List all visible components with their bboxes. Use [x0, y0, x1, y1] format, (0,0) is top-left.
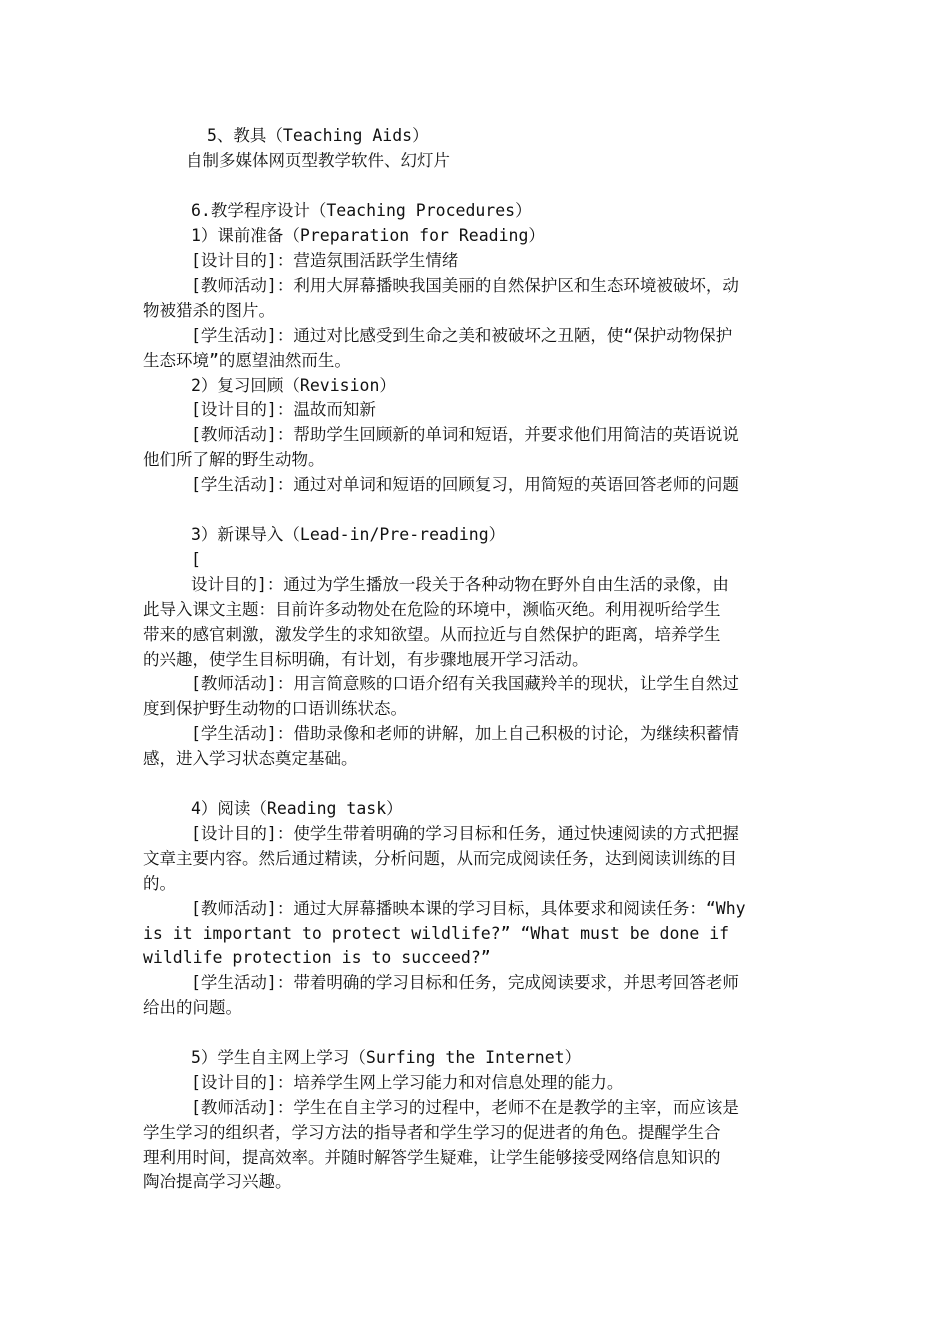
step-3-design-purpose-cont-1: 此导入课文主题：目前许多动物处在危险的环境中，濒临灭绝。利用视听给学生 — [143, 600, 721, 619]
step-2-teacher-activity-cont: 他们所了解的野生动物。 — [143, 450, 325, 469]
step-5-teacher-activity-cont-3: 陶冶提高学习兴趣。 — [143, 1172, 292, 1191]
step-4-teacher-activity-question-1: is it important to protect wildlife?” “What must be done if — [143, 924, 730, 943]
step-4-design-purpose-cont-2: 的。 — [143, 874, 176, 893]
step-3-teacher-activity: [教师活动]：用言简意赅的口语介绍有关我国藏羚羊的现状，让学生自然过 — [191, 674, 739, 693]
section-teaching-aids-heading: 5、教具（Teaching Aids） — [207, 126, 429, 145]
step-1-teacher-activity: [教师活动]：利用大屏幕播映我国美丽的自然保护区和生态环境被破坏，动 — [191, 276, 739, 295]
step-1-student-activity: [学生活动]：通过对比感受到生命之美和被破坏之丑陋，使“保护动物保护 — [191, 326, 733, 345]
step-1-heading: 1）课前准备（Preparation for Reading） — [191, 226, 545, 245]
step-3-student-activity: [学生活动]：借助录像和老师的讲解，加上自己积极的讨论，为继续积蓄情 — [191, 724, 739, 743]
step-4-student-activity-cont: 给出的问题。 — [143, 998, 242, 1017]
step-2-heading: 2）复习回顾（Revision） — [191, 376, 396, 395]
step-4-student-activity: [学生活动]：带着明确的学习目标和任务，完成阅读要求，并思考回答老师 — [191, 973, 739, 992]
section-teaching-procedures-heading: 6.教学程序设计（Teaching Procedures） — [191, 201, 532, 220]
step-4-design-purpose: [设计目的]：使学生带着明确的学习目标和任务，通过快速阅读的方式把握 — [191, 824, 739, 843]
step-5-teacher-activity-cont-1: 学生学习的组织者，学习方法的指导者和学生学习的促进者的角色。提醒学生合 — [143, 1123, 721, 1142]
step-3-design-purpose-cont-2: 带来的感官刺激，激发学生的求知欲望。从而拉近与自然保护的距离，培养学生 — [143, 625, 721, 644]
step-5-design-purpose: [设计目的]：培养学生网上学习能力和对信息处理的能力。 — [191, 1073, 624, 1092]
step-5-heading: 5）学生自主网上学习（Surfing the Internet） — [191, 1048, 582, 1067]
step-3-teacher-activity-cont: 度到保护野生动物的口语训练状态。 — [143, 699, 407, 718]
step-4-design-purpose-cont-1: 文章主要内容。然后通过精读，分析问题，从而完成阅读任务，达到阅读训练的目 — [143, 849, 737, 868]
step-3-bracket: [ — [191, 550, 201, 569]
step-4-teacher-activity: [教师活动]：通过大屏幕播映本课的学习目标，具体要求和阅读任务：“Why — [191, 899, 746, 918]
step-2-design-purpose: [设计目的]：温故而知新 — [191, 400, 376, 419]
step-4-teacher-activity-question-2: wildlife protection is to succeed?” — [143, 948, 491, 967]
step-3-design-purpose-cont-3: 的兴趣，使学生目标明确，有计划，有步骤地展开学习活动。 — [143, 650, 589, 669]
step-3-design-purpose: 设计目的]：通过为学生播放一段关于各种动物在野外自由生活的录像，由 — [191, 575, 729, 594]
step-2-student-activity: [学生活动]：通过对单词和短语的回顾复习，用简短的英语回答老师的问题 — [191, 475, 739, 494]
step-4-heading: 4）阅读（Reading task） — [191, 799, 403, 818]
step-2-teacher-activity: [教师活动]：帮助学生回顾新的单词和短语，并要求他们用简洁的英语说说 — [191, 425, 739, 444]
step-1-design-purpose: [设计目的]：营造氛围活跃学生情绪 — [191, 251, 459, 270]
step-1-student-activity-cont: 生态环境”的愿望油然而生。 — [143, 351, 351, 370]
teaching-aids-text: 自制多媒体网页型教学软件、幻灯片 — [186, 151, 450, 170]
step-5-teacher-activity-cont-2: 理利用时间，提高效率。并随时解答学生疑难，让学生能够接受网络信息知识的 — [143, 1148, 721, 1167]
step-3-student-activity-cont: 感，进入学习状态奠定基础。 — [143, 749, 358, 768]
step-5-teacher-activity: [教师活动]：学生在自主学习的过程中，老师不在是教学的主宰，而应该是 — [191, 1098, 739, 1117]
step-3-heading: 3）新课导入（Lead-in/Pre-reading） — [191, 525, 506, 544]
step-1-teacher-activity-cont: 物被猎杀的图片。 — [143, 301, 275, 320]
